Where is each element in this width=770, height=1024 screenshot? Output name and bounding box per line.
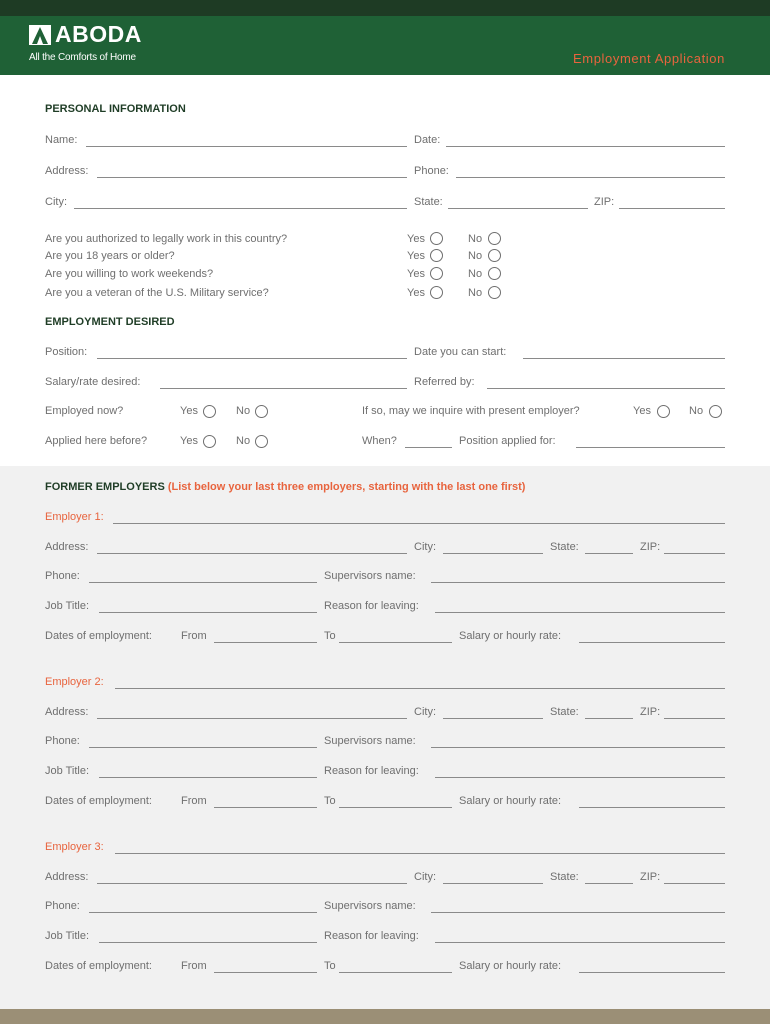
top-dark-bar (0, 0, 770, 16)
age-no-radio[interactable] (488, 249, 501, 262)
inquire-yes-radio[interactable] (657, 405, 670, 418)
employer-1-supervisor-label: Supervisors name: (324, 570, 416, 582)
employer-1-zip-field[interactable] (664, 553, 725, 554)
employer-2-job-title-field[interactable] (99, 777, 317, 778)
start-date-label: Date you can start: (414, 346, 507, 358)
no-label: No (236, 435, 251, 447)
yes-label: Yes (407, 268, 425, 280)
date-label: Date: (414, 134, 441, 146)
employer-3-label: Employer 3: (45, 841, 104, 853)
employed-now-label: Employed now? (45, 405, 124, 417)
employer-2-state-label: State: (550, 706, 579, 718)
employer-3-supervisor-field[interactable] (431, 912, 725, 913)
employer-3-phone-field[interactable] (89, 912, 317, 913)
position-label: Position: (45, 346, 88, 358)
employer-3-phone-label: Phone: (45, 900, 80, 912)
authorized-yes-radio[interactable] (430, 232, 443, 245)
yes-label: Yes (407, 233, 425, 245)
employer-1-zip-label: ZIP: (640, 541, 661, 553)
employer-1-state-label: State: (550, 541, 579, 553)
employer-2-reason-label: Reason for leaving: (324, 765, 419, 777)
authorized-no-radio[interactable] (488, 232, 501, 245)
employer-2-from-field[interactable] (214, 807, 317, 808)
header-banner (0, 16, 770, 75)
employment-desired-heading: EMPLOYMENT DESIRED (45, 316, 175, 328)
former-employers-title: FORMER EMPLOYERS (45, 481, 165, 493)
employer-3-salary-field[interactable] (579, 972, 725, 973)
salary-desired-label: Salary/rate desired: (45, 376, 141, 388)
yes-label: Yes (633, 405, 651, 417)
when-field[interactable] (405, 447, 452, 448)
employer-3-state-label: State: (550, 871, 579, 883)
employer-2-to-label: To (324, 795, 336, 807)
address-field[interactable] (97, 177, 407, 178)
yes-label: Yes (407, 287, 425, 299)
zip-label: ZIP: (594, 196, 615, 208)
employer-3-field[interactable] (115, 853, 725, 854)
phone-field[interactable] (456, 177, 725, 178)
employer-2-salary-label: Salary or hourly rate: (459, 795, 562, 807)
yes-label: Yes (180, 405, 198, 417)
when-label: When? (362, 435, 397, 447)
employer-1-city-field[interactable] (443, 553, 543, 554)
address-label: Address: (45, 165, 89, 177)
employer-2-supervisor-field[interactable] (431, 747, 725, 748)
question-weekends: Are you willing to work weekends? (45, 268, 214, 280)
employer-1-phone-field[interactable] (89, 582, 317, 583)
employer-1-label: Employer 1: (45, 511, 104, 523)
employer-3-city-label: City: (414, 871, 436, 883)
question-18-or-older: Are you 18 years or older? (45, 250, 175, 262)
brand-tagline: All the Comforts of Home (29, 52, 136, 63)
employer-2-city-label: City: (414, 706, 436, 718)
employer-2-phone-label: Phone: (45, 735, 80, 747)
no-label: No (689, 405, 704, 417)
inquire-employer-label: If so, may we inquire with present employer? (362, 405, 580, 417)
employer-1-to-field[interactable] (339, 642, 452, 643)
employer-3-address-label: Address: (45, 871, 89, 883)
no-label: No (468, 233, 483, 245)
employer-2-from-label: From (181, 795, 207, 807)
employer-2-job-title-label: Job Title: (45, 765, 90, 777)
employer-3-to-label: To (324, 960, 336, 972)
salary-desired-field[interactable] (160, 388, 407, 389)
applied-before-label: Applied here before? (45, 435, 148, 447)
inquire-no-radio[interactable] (709, 405, 722, 418)
employer-1-from-label: From (181, 630, 207, 642)
phone-label: Phone: (414, 165, 449, 177)
employer-1-salary-label: Salary or hourly rate: (459, 630, 562, 642)
city-label: City: (45, 196, 67, 208)
no-label: No (468, 268, 483, 280)
employer-3-supervisor-label: Supervisors name: (324, 900, 416, 912)
no-label: No (468, 287, 483, 299)
employer-1-dates-label: Dates of employment: (45, 630, 152, 642)
employer-2-address-label: Address: (45, 706, 89, 718)
employer-1-phone-label: Phone: (45, 570, 80, 582)
employer-3-address-field[interactable] (97, 883, 407, 884)
weekends-no-radio[interactable] (488, 267, 501, 280)
employer-2-to-field[interactable] (339, 807, 452, 808)
footer-bar (0, 1009, 770, 1024)
state-label: State: (414, 196, 443, 208)
employed-yes-radio[interactable] (203, 405, 216, 418)
age-yes-radio[interactable] (430, 249, 443, 262)
name-label: Name: (45, 134, 78, 146)
employer-2-supervisor-label: Supervisors name: (324, 735, 416, 747)
employer-3-job-title-label: Job Title: (45, 930, 90, 942)
former-employers-note: (List below your last three employers, starting with the last one first) (167, 481, 526, 493)
veteran-yes-radio[interactable] (430, 286, 443, 299)
question-authorized: Are you authorized to legally work in this country? (45, 233, 288, 245)
employer-1-supervisor-field[interactable] (431, 582, 725, 583)
employer-3-dates-label: Dates of employment: (45, 960, 152, 972)
position-field[interactable] (97, 358, 407, 359)
city-field[interactable] (74, 208, 407, 209)
no-label: No (468, 250, 483, 262)
employer-1-job-title-field[interactable] (99, 612, 317, 613)
date-field[interactable] (446, 146, 725, 147)
employer-2-zip-label: ZIP: (640, 706, 661, 718)
aboda-logo-icon (29, 25, 51, 45)
yes-label: Yes (180, 435, 198, 447)
employer-1-city-label: City: (414, 541, 436, 553)
start-date-field[interactable] (523, 358, 725, 359)
question-veteran: Are you a veteran of the U.S. Military service? (45, 287, 269, 299)
employer-3-from-label: From (181, 960, 207, 972)
employer-1-address-field[interactable] (97, 553, 407, 554)
employer-2-reason-field[interactable] (435, 777, 725, 778)
position-applied-label: Position applied for: (459, 435, 556, 447)
employer-2-label: Employer 2: (45, 676, 104, 688)
employer-1-address-label: Address: (45, 541, 89, 553)
employer-1-salary-field[interactable] (579, 642, 725, 643)
employer-1-field[interactable] (113, 523, 725, 524)
employer-3-reason-label: Reason for leaving: (324, 930, 419, 942)
employer-2-state-field[interactable] (585, 718, 633, 719)
employer-2-dates-label: Dates of employment: (45, 795, 152, 807)
employed-no-radio[interactable] (255, 405, 268, 418)
document-title: Employment Application (573, 51, 725, 66)
yes-label: Yes (407, 250, 425, 262)
employer-1-reason-field[interactable] (435, 612, 725, 613)
employer-3-zip-label: ZIP: (640, 871, 661, 883)
employer-2-zip-field[interactable] (664, 718, 725, 719)
zip-field[interactable] (619, 208, 725, 209)
no-label: No (236, 405, 251, 417)
state-field[interactable] (448, 208, 588, 209)
employer-3-from-field[interactable] (214, 972, 317, 973)
employer-2-field[interactable] (115, 688, 725, 689)
employer-3-zip-field[interactable] (664, 883, 725, 884)
employer-2-address-field[interactable] (97, 718, 407, 719)
employer-2-salary-field[interactable] (579, 807, 725, 808)
personal-info-heading: PERSONAL INFORMATION (45, 103, 186, 115)
employer-1-job-title-label: Job Title: (45, 600, 90, 612)
employer-3-reason-field[interactable] (435, 942, 725, 943)
referred-by-label: Referred by: (414, 376, 475, 388)
weekends-yes-radio[interactable] (430, 267, 443, 280)
employer-3-state-field[interactable] (585, 883, 633, 884)
former-employers-heading (45, 481, 525, 493)
employer-1-from-field[interactable] (214, 642, 317, 643)
employer-3-city-field[interactable] (443, 883, 543, 884)
employer-1-reason-label: Reason for leaving: (324, 600, 419, 612)
veteran-no-radio[interactable] (488, 286, 501, 299)
employer-1-to-label: To (324, 630, 336, 642)
position-applied-field[interactable] (576, 447, 725, 448)
employer-3-to-field[interactable] (339, 972, 452, 973)
employer-2-city-field[interactable] (443, 718, 543, 719)
applied-yes-radio[interactable] (203, 435, 216, 448)
employer-3-salary-label: Salary or hourly rate: (459, 960, 562, 972)
brand-name: ABODA (55, 21, 142, 47)
employer-1-state-field[interactable] (585, 553, 633, 554)
employer-2-phone-field[interactable] (89, 747, 317, 748)
name-field[interactable] (86, 146, 407, 147)
employer-3-job-title-field[interactable] (99, 942, 317, 943)
applied-no-radio[interactable] (255, 435, 268, 448)
referred-by-field[interactable] (487, 388, 725, 389)
